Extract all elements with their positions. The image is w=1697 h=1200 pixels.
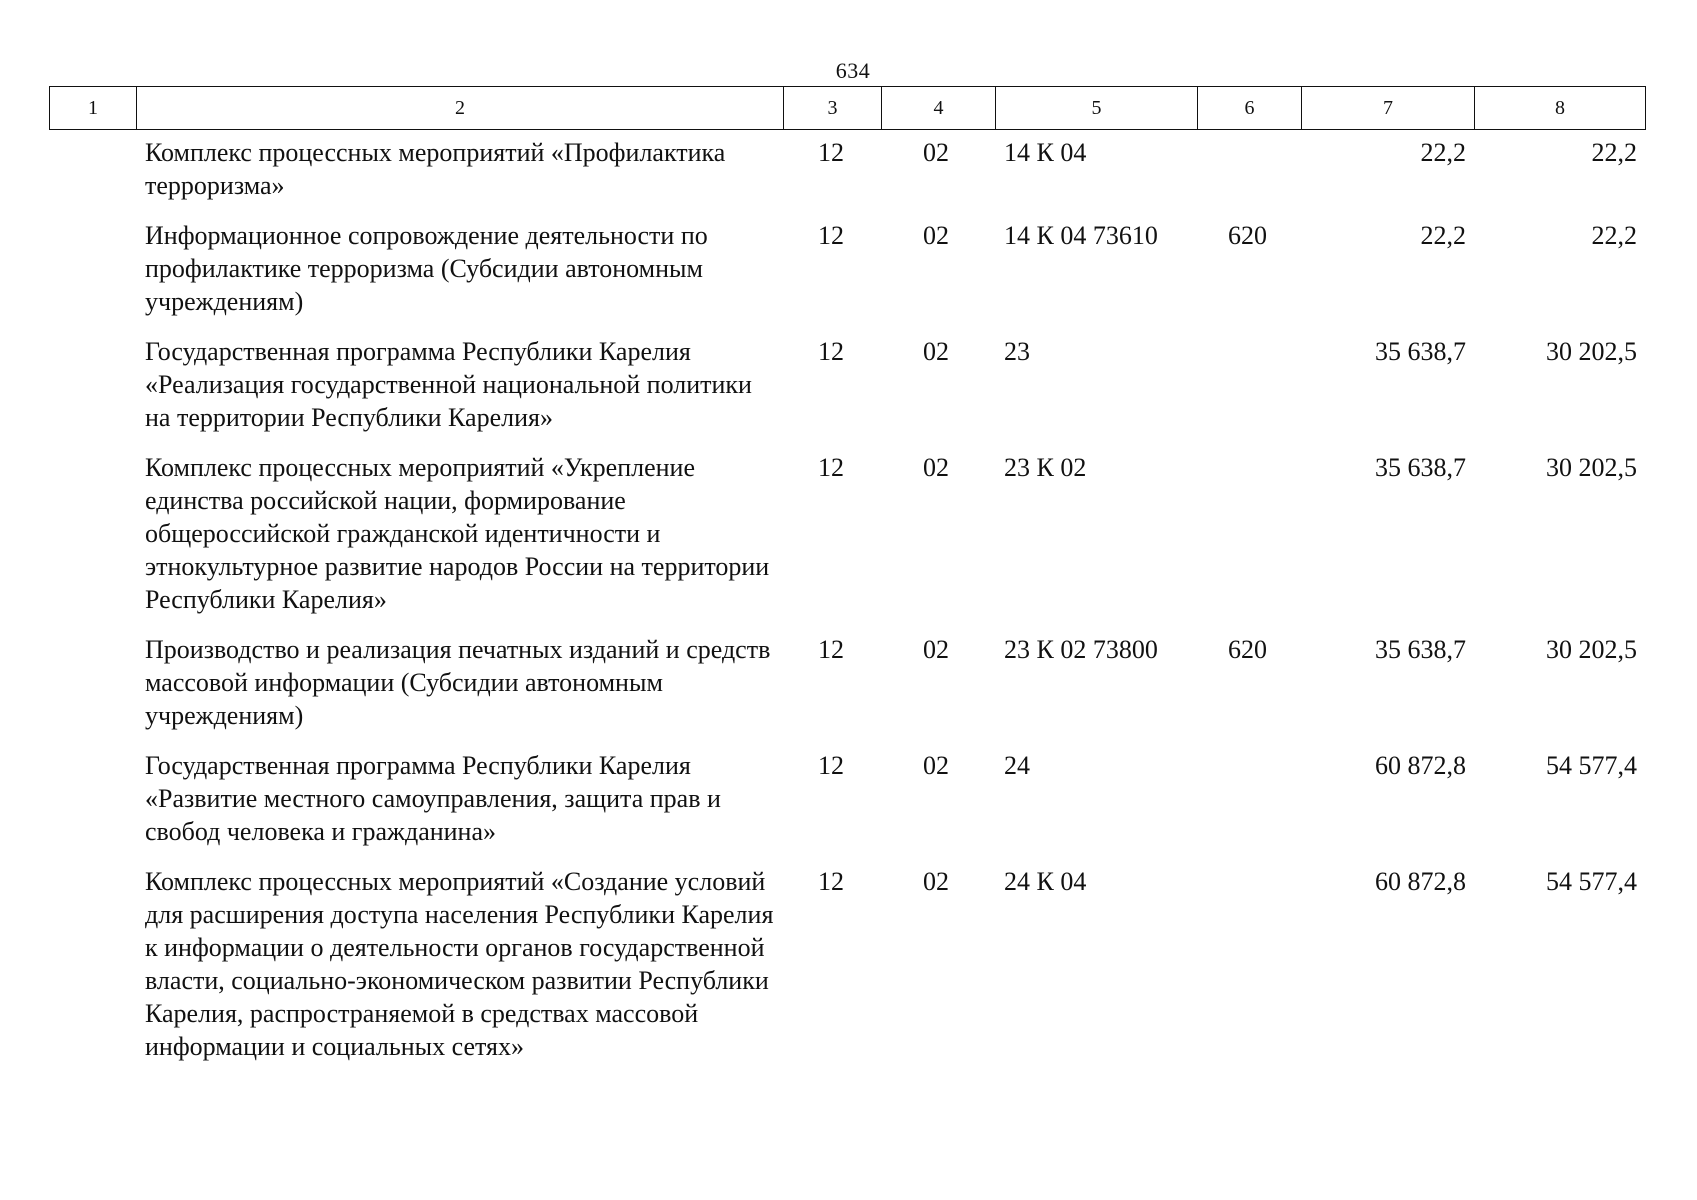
table-row xyxy=(49,865,1645,1080)
row-index-cell xyxy=(49,451,136,633)
row-index-cell xyxy=(49,335,136,451)
budget-table xyxy=(49,136,1645,1080)
row-index-cell xyxy=(49,219,136,335)
row-name: Комплекс процессных мероприятий «Профилактика терроризма» xyxy=(145,138,726,200)
table-row xyxy=(49,335,1645,451)
column-header-table xyxy=(49,86,1646,130)
row-name: Государственная программа Республики Карелия «Реализация государственной национальной политики на территории Республики Карелия» xyxy=(145,337,752,432)
column-header-7: 7 xyxy=(1302,87,1475,130)
row-section: 12 xyxy=(818,337,844,366)
row-name: Производство и реализация печатных изданий и средств массовой информации (Субсидии автономным учреждениям) xyxy=(145,635,771,730)
table-row xyxy=(49,136,1645,219)
row-section: 12 xyxy=(818,138,844,167)
row-subsection: 02 xyxy=(923,751,949,780)
column-header-3: 3 xyxy=(784,87,882,130)
row-subsection: 02 xyxy=(923,635,949,664)
row-index-cell xyxy=(49,136,136,219)
row-subsection: 02 xyxy=(923,453,949,482)
column-header-6: 6 xyxy=(1198,87,1302,130)
column-header-4: 4 xyxy=(882,87,996,130)
table-row xyxy=(49,451,1645,633)
row-target-code: 23 К 02 73800 xyxy=(1004,635,1158,664)
row-amount-1: 22,2 xyxy=(1420,221,1466,250)
row-amount-2: 30 202,5 xyxy=(1546,453,1637,482)
row-amount-1: 35 638,7 xyxy=(1375,635,1466,664)
row-target-code: 24 xyxy=(1004,751,1030,780)
table-row xyxy=(49,219,1645,335)
column-header-2: 2 xyxy=(137,87,784,130)
row-amount-2: 22,2 xyxy=(1591,221,1637,250)
row-index-cell xyxy=(49,865,136,1080)
row-amount-1: 22,2 xyxy=(1420,138,1466,167)
row-target-code: 23 К 02 xyxy=(1004,453,1087,482)
table-row xyxy=(49,749,1645,865)
row-amount-1: 60 872,8 xyxy=(1375,751,1466,780)
row-expense-type: 620 xyxy=(1228,635,1267,664)
row-amount-2: 22,2 xyxy=(1591,138,1637,167)
row-amount-1: 60 872,8 xyxy=(1375,867,1466,896)
row-expense-type xyxy=(1197,865,1301,1080)
row-index-cell xyxy=(49,749,136,865)
row-index-cell xyxy=(49,633,136,749)
column-header-8: 8 xyxy=(1475,87,1646,130)
row-target-code: 24 К 04 xyxy=(1004,867,1087,896)
row-amount-2: 30 202,5 xyxy=(1546,635,1637,664)
row-section: 12 xyxy=(818,751,844,780)
row-amount-2: 54 577,4 xyxy=(1546,867,1637,896)
row-target-code: 14 К 04 73610 xyxy=(1004,221,1158,250)
row-subsection: 02 xyxy=(923,138,949,167)
row-name: Информационное сопровождение деятельности по профилактике терроризма (Субсидии автономным учреждениям) xyxy=(145,221,708,316)
page-number: 634 xyxy=(835,58,871,83)
row-name: Государственная программа Республики Карелия «Развитие местного самоуправления, защита прав и свобод человека и гражданина» xyxy=(145,751,721,846)
row-amount-1: 35 638,7 xyxy=(1375,453,1466,482)
row-expense-type xyxy=(1197,451,1301,633)
table-row xyxy=(49,633,1645,749)
column-header-5: 5 xyxy=(996,87,1198,130)
row-section: 12 xyxy=(818,635,844,664)
row-target-code: 14 К 04 xyxy=(1004,138,1087,167)
row-name: Комплекс процессных мероприятий «Укрепление единства российской нации, формирование общероссийской гражданской идентичности и этнокультурное развитие народов России на территории Республики Карелия» xyxy=(145,453,770,614)
row-section: 12 xyxy=(818,453,844,482)
row-expense-type xyxy=(1197,136,1301,219)
column-header-row xyxy=(50,87,1646,130)
row-target-code: 23 xyxy=(1004,337,1030,366)
column-header-1: 1 xyxy=(50,87,137,130)
row-expense-type xyxy=(1197,335,1301,451)
row-amount-1: 35 638,7 xyxy=(1375,337,1466,366)
row-subsection: 02 xyxy=(923,221,949,250)
row-amount-2: 54 577,4 xyxy=(1546,751,1637,780)
row-expense-type xyxy=(1197,749,1301,865)
row-name: Комплекс процессных мероприятий «Создание условий для расширения доступа населения Республики Карелия к информации о деятельности органов государственной власти, социально-экономическом развитии Республики Карелия, распространяемой в средствах массовой информации и социальных сетях» xyxy=(145,867,774,1061)
row-amount-2: 30 202,5 xyxy=(1546,337,1637,366)
row-section: 12 xyxy=(818,867,844,896)
row-section: 12 xyxy=(818,221,844,250)
row-expense-type: 620 xyxy=(1228,221,1267,250)
row-subsection: 02 xyxy=(923,337,949,366)
row-subsection: 02 xyxy=(923,867,949,896)
